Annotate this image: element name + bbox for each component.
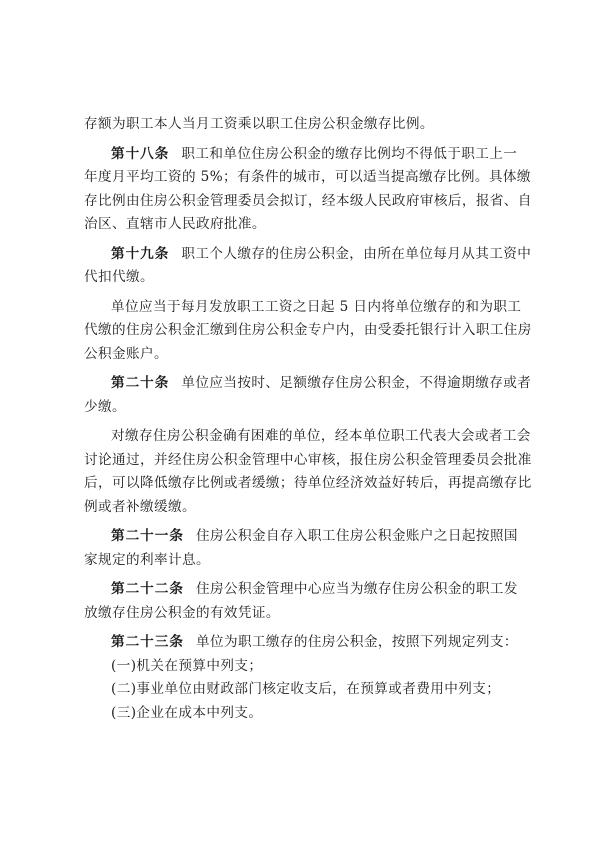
article-20 [84,372,532,419]
text-line [84,372,532,396]
text-line: 单位应当于每月发放职工工资之日起 5 日内将单位缴存的和为职工 [111,298,522,315]
text-line: 例或者补缴缓缴。 [84,498,196,515]
text-line: 少缴。 [84,398,126,415]
text-line: 讨论通过，并经住房公积金管理中心审核，报住房公积金管理委员会批准 [84,451,532,468]
article-heading: 第二十一条 [111,528,184,544]
list-item: (二)事业单位由财政部门核定收支后，在预算或者费用中列支； [111,681,501,697]
text-line: 存比例由住房公积金管理委员会拟订，经本级人民政府审核后，报省、自 [84,192,532,209]
article-heading: 第十九条 [111,245,170,262]
article-heading: 第二十三条 [111,634,184,650]
article-heading: 第二十二条 [111,581,184,597]
text-line: 后，可以降低缴存比例或者缓缴；待单位经济效益好转后，再提高缴存比 [84,475,532,491]
document-body [84,113,532,731]
paragraph [84,296,532,367]
text-span: 职工个人缴存的住房公积金，由所在单位每月从其工资中 [181,245,532,262]
article-heading: 第十八条 [111,145,170,162]
article-22 [84,578,516,625]
text-line [84,525,516,549]
paragraph [84,425,532,519]
text-line: 对缴存住房公积金确有困难的单位，经本单位职工代表大会或者工会 [111,428,531,444]
text-line: 代扣代缴。 [84,269,154,285]
text-span: 单位为职工缴存的住房公积金，按照下列规定列支： [195,634,518,650]
text-line [84,143,516,167]
text-span: 住房公积金管理中心应当为缴存住房公积金的职工发 [195,581,518,597]
text-line [84,243,532,267]
text-line [84,578,516,602]
text-span: 单位应当按时、足额缴存住房公积金，不得逾期缴存或者 [181,375,532,391]
article-heading: 第二十条 [111,375,170,391]
text-line [84,631,516,655]
article-23 [84,631,516,725]
list-item: (三)企业在成本中列支。 [111,704,263,721]
text-span: 职工和单位住房公积金的缴存比例均不得低于职工上一 [181,145,518,162]
text-line: 代缴的住房公积金汇缴到住房公积金专户内，由受委托银行计入职工住房 [84,322,532,338]
text-line: 家规定的利率计息。 [84,551,210,568]
text-span: 住房公积金自存入职工住房公积金账户之日起按照国 [195,528,518,544]
text-line: 放缴存住房公积金的有效凭证。 [84,604,280,621]
paragraph-continuation [84,113,516,137]
list-item: (一)机关在预算中列支； [111,657,263,674]
article-19 [84,243,532,290]
article-21 [84,525,516,572]
text-line: 治区、直辖市人民政府批准。 [84,216,266,232]
text-line: 公积金账户。 [84,345,168,362]
article-18 [84,143,532,237]
text-line: 年度月平均工资的 5%；有条件的城市，可以适当提高缴存比例。具体缴 [84,169,531,185]
text-line: 存额为职工本人当月工资乘以职工住房公积金缴存比例。 [84,116,434,132]
